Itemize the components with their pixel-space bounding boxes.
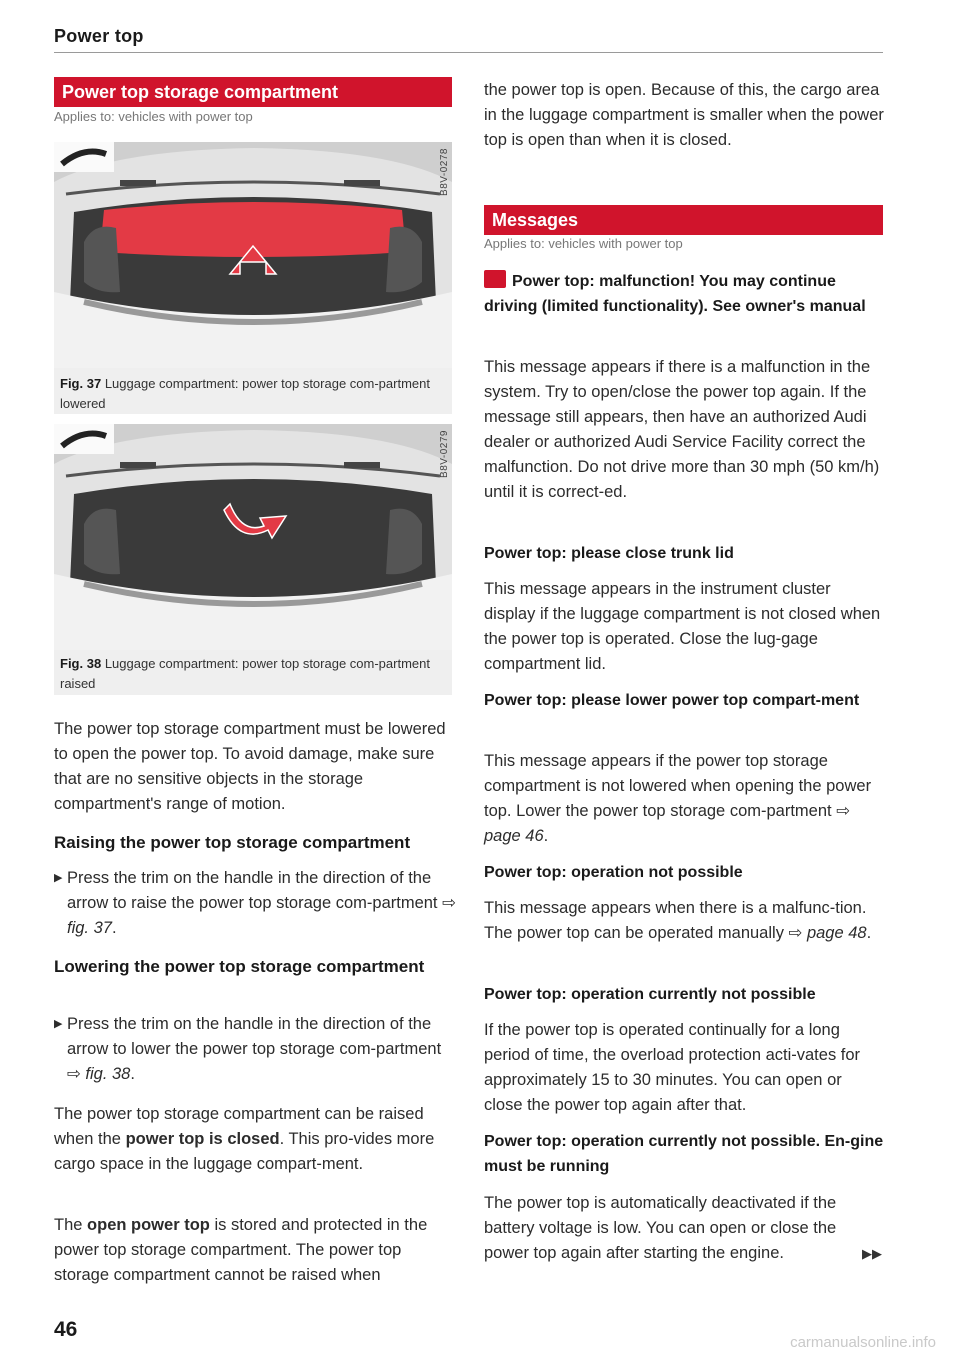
figure-38 [54,424,452,695]
figure-label-38: Fig. 38 [60,656,102,671]
message-1-heading [484,269,884,319]
applies-to-note-messages: Applies to: vehicles with power top [484,236,683,251]
raising-step: ▶ Press the trim on the handle in the direction of the arrow to raise the power top storage com-partment ⇨ fig. 37. [54,866,457,941]
message-3-text: This message appears if the power top storage compartment is not lowered when opening the power top. Lower the power top storage com-partment ⇨ page 46. [484,752,872,845]
lowering-heading: Lowering the power top storage compartment [54,957,425,976]
bullet-triangle-icon: ▶ [54,1018,63,1030]
message-6-text: The power top is automatically deactivated if the battery voltage is low. You can open or close the power top again after starting the engine. [484,1194,837,1262]
message-2-text: This message appears in the instrument cluster display if the luggage compartment is not closed when the power top is operated. Close the lug-gage compartment lid. [484,580,881,673]
fig-38-link[interactable]: ⇨ fig. 38 [67,1065,131,1083]
figure-caption-text-38: Luggage compartment: power top storage com-partment raised [60,656,430,691]
header-divider [54,52,883,53]
message-1-text: This message appears if there is a malfunction in the system. Try to open/close the power top again. If the message still appears, then have an authorized Audi dealer or authorized Audi Service Facility correct the malfunction. Do not drive more than 30 mph (50 km/h) until it is correct-ed. [484,358,880,501]
message-3-heading: Power top: please lower power top compart-ment [484,692,860,709]
watermark: carmanualsonline.info [790,1334,936,1351]
page-header-title: Power top [54,26,144,46]
continue-arrow-icon: ▶▶ [862,1246,882,1261]
applies-to-note: Applies to: vehicles with power top [54,109,253,124]
raising-step-text: Press the trim on the handle in the direction of the arrow to raise the power top storage com-partment [67,869,438,912]
open-top-paragraph [54,1213,452,1288]
lowering-step-text: Press the trim on the handle in the direction of the arrow to lower the power top storage com-partment [67,1015,442,1058]
figure-code-37: B8V-0278 [439,148,450,196]
open-text-2: is stored and protected in the power top storage compartment. The power top storage compartment cannot be raised when [54,1216,428,1284]
message-3-text-body: This message appears if the power top storage compartment is not lowered when opening the power top. Lower the power top storage com-partment [484,752,872,820]
page-number: 46 [54,1318,78,1341]
raised-text-2: . This pro-vides more cargo space in the luggage compart-ment. [54,1130,435,1173]
message-6-heading: Power top: operation currently not possible. En-gine must be running [484,1133,884,1175]
open-text-bold: open power top [87,1216,210,1234]
message-1-heading-text: Power top: malfunction! You may continue driving (limited functionality). See owner's manual [484,273,866,315]
message-4-text: This message appears when there is a malfunc-tion. The power top can be operated manually ⇨ page 48. [484,899,872,942]
raised-text-1: The power top storage compartment can be raised when the [54,1105,424,1148]
trunk-raised-illustration [54,424,452,650]
figure-code-38: B8V-0279 [439,430,450,478]
raising-heading: Raising the power top storage compartment [54,833,411,852]
intro-paragraph: The power top storage compartment must be lowered to open the power top. To avoid damage, make sure that are no sensitive objects in the storage compartment's range of motion. [54,720,446,813]
figure-37 [54,142,452,414]
trunk-lowered-illustration [54,142,452,368]
message-5-text: If the power top is operated continually for a long period of time, the overload protection acti-vates for approximately 15 to 30 minutes. You can open or close the power top again after that. [484,1021,861,1114]
figure-caption-38 [60,654,446,694]
fig-37-link[interactable]: ⇨ fig. 37 [67,894,456,937]
message-4-heading: Power top: operation not possible [484,864,743,881]
message-2-heading: Power top: please close trunk lid [484,545,734,562]
message-5-heading: Power top: operation currently not possible [484,986,816,1003]
raised-paragraph [54,1102,452,1177]
figure-caption-text-37: Luggage compartment: power top storage com-partment lowered [60,376,430,411]
lowering-step: ▶ Press the trim on the handle in the direction of the arrow to lower the power top storage com-partment ⇨ fig. 38. [54,1012,457,1087]
page-48-link[interactable]: ⇨ page 48 [788,924,867,942]
open-text-1: The [54,1216,88,1234]
bullet-triangle-icon: ▶ [54,872,63,884]
message-4-text-body: This message appears when there is a malfunc-tion. The power top can be operated manually [484,899,867,942]
raised-text-bold: power top is closed [125,1130,280,1148]
section-title-storage: Power top storage compartment [54,77,452,107]
figure-caption-37 [60,374,446,414]
page-46-link[interactable]: ⇨ page 46 [484,802,851,845]
figure-label-37: Fig. 37 [60,376,102,391]
power-top-warning-icon [484,270,506,288]
section-title-messages: Messages [484,205,883,235]
continuation-paragraph: the power top is open. Because of this, the cargo area in the luggage compartment is smaller when the power top is open than when it is closed. [484,81,884,149]
